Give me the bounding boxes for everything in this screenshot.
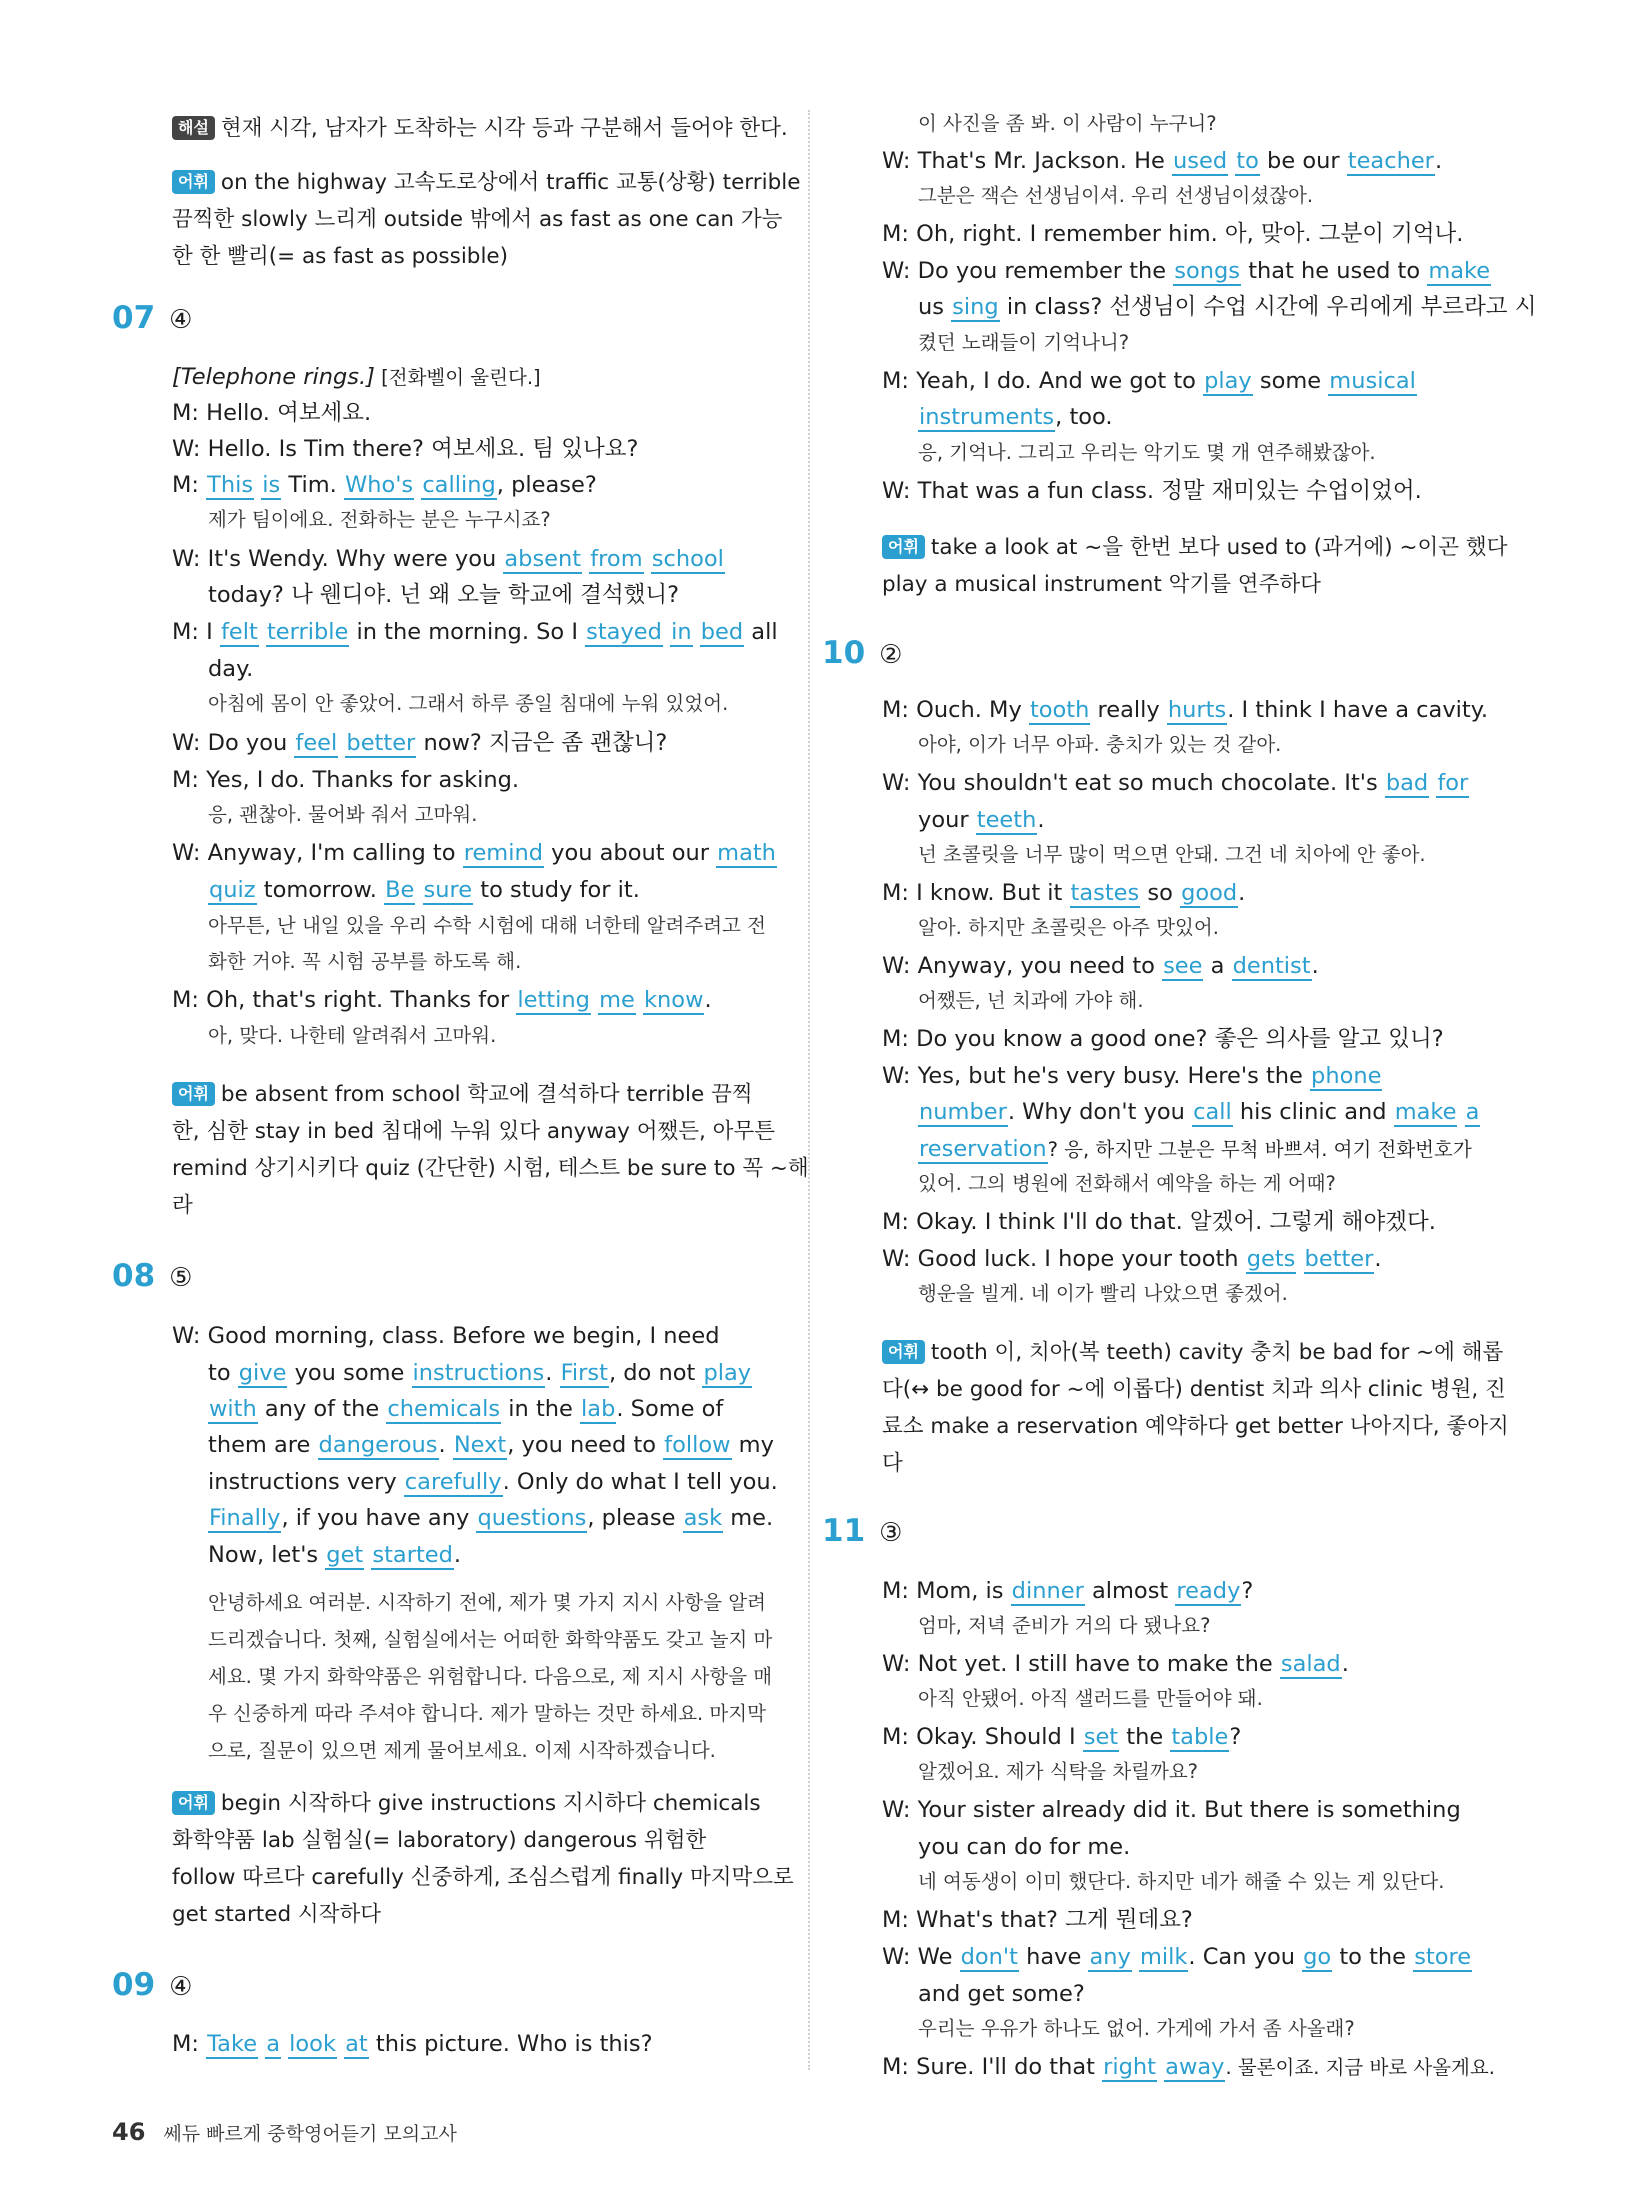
vocab-tag: 어휘 bbox=[882, 535, 925, 559]
answer-mark: ③ bbox=[879, 1518, 903, 1548]
blank-answer: sing bbox=[952, 294, 999, 320]
page-footer bbox=[112, 2118, 457, 2146]
page-number: 46 bbox=[112, 2118, 146, 2146]
blank-answer: musical bbox=[1329, 368, 1416, 394]
vocab-line: 화학약품 lab 실험실(= laboratory) dangerous 위험한 bbox=[172, 1828, 707, 1853]
vocab-block-10 bbox=[882, 1334, 1509, 1482]
blank-answer: terrible bbox=[266, 619, 349, 645]
blank-answer: call bbox=[1193, 1099, 1232, 1125]
dialogue-line: instructions very carefully. Only do what I tell you. bbox=[208, 1469, 778, 1495]
dialogue-line: [Telephone rings.] [전화벨이 울린다.] bbox=[172, 364, 541, 390]
blank-answer: gets bbox=[1246, 1246, 1296, 1272]
translation: 아침에 몸이 안 좋았어. 그래서 하루 종일 침대에 누워 있었어. bbox=[208, 692, 729, 715]
blank-answer: bad bbox=[1385, 770, 1429, 796]
blank-answer: give bbox=[238, 1360, 287, 1386]
dialogue-line: number. Why don't you call his clinic and make a bbox=[919, 1099, 1480, 1125]
blank-answer: a bbox=[266, 2031, 280, 2057]
hint-text: 현재 시각, 남자가 도착하는 시각 등과 구분해서 들어야 한다. bbox=[220, 116, 788, 141]
blank-answer: a bbox=[1465, 1099, 1480, 1125]
blank-answer: me bbox=[599, 987, 635, 1013]
translation: 아야, 이가 너무 아파. 충치가 있는 것 같아. bbox=[918, 733, 1282, 756]
blank-answer: go bbox=[1303, 1944, 1332, 1970]
dialogue-line: instruments, too. bbox=[919, 404, 1113, 430]
blank-answer: Next bbox=[453, 1432, 507, 1458]
translation-paragraph bbox=[208, 1584, 772, 1769]
vocab-tag: 어휘 bbox=[172, 1082, 215, 1106]
translation-line: 안녕하세요 여러분. 시작하기 전에, 제가 몇 가지 지시 사항을 알려 bbox=[208, 1591, 766, 1614]
dialogue-line: M: Yeah, I do. And we got to play some musical bbox=[882, 368, 1416, 394]
dialogue-line: W: Hello. Is Tim there? 여보세요. 팀 있나요? bbox=[172, 436, 639, 462]
answer-mark: ② bbox=[879, 640, 903, 670]
dialogue-line: and get some? bbox=[918, 1981, 1085, 2007]
dialogue-line: W: Good luck. I hope your tooth gets better. bbox=[882, 1246, 1382, 1272]
blank-answer: phone bbox=[1311, 1063, 1382, 1089]
blank-answer: dangerous bbox=[318, 1432, 438, 1458]
blank-answer: dinner bbox=[1011, 1578, 1084, 1604]
translation: 우리는 우유가 하나도 없어. 가게에 가서 좀 사올래? bbox=[918, 2017, 1355, 2040]
blank-answer: carefully bbox=[404, 1469, 502, 1495]
blank-answer: to bbox=[1236, 148, 1259, 174]
dialogue-line: W: Anyway, I'm calling to remind you about our math bbox=[172, 840, 776, 866]
blank-answer: started bbox=[372, 1542, 453, 1568]
translation: 켰던 노래들이 기억나니? bbox=[918, 331, 1130, 354]
vocab-line: remind 상기시키다 quiz (간단한) 시험, 테스트 be sure to 꼭 ~해 bbox=[172, 1156, 809, 1181]
blank-answer: lab bbox=[581, 1396, 616, 1422]
hint-line bbox=[172, 110, 788, 147]
blank-answer: calling bbox=[422, 472, 496, 498]
translation: 아무튼, 난 내일 있을 우리 수학 시험에 대해 너한테 알려주려고 전 bbox=[208, 914, 766, 937]
question-number: 09 bbox=[112, 1967, 156, 2003]
dialogue-line: M: Sure. I'll do that right away. 물론이죠. 지금 바로 사올게요. bbox=[882, 2054, 1495, 2080]
dialogue-line: W: It's Wendy. Why were you absent from school bbox=[172, 546, 724, 572]
dialogue-line: W: Good morning, class. Before we begin, I need bbox=[172, 1323, 720, 1349]
translation: 아직 안됐어. 아직 샐러드를 만들어야 돼. bbox=[918, 1687, 1263, 1710]
blank-answer: table bbox=[1171, 1724, 1229, 1750]
dialogue-line: you can do for me. bbox=[918, 1834, 1131, 1860]
blank-answer: for bbox=[1437, 770, 1469, 796]
blank-answer: stayed bbox=[586, 619, 662, 645]
blank-answer: bed bbox=[700, 619, 744, 645]
dialogue-line: W: Not yet. I still have to make the salad. bbox=[882, 1651, 1349, 1677]
blank-answer: tooth bbox=[1029, 697, 1090, 723]
translation-line: 우 신중하게 따라 주셔야 합니다. 제가 말하는 것만 하세요. 마지막 bbox=[208, 1702, 766, 1725]
dialogue-line: W: Your sister already did it. But there is something bbox=[882, 1797, 1461, 1823]
vocab-line: follow 따르다 carefully 신중하게, 조심스럽게 finally 마지막으로 bbox=[172, 1865, 794, 1890]
blank-answer: instructions bbox=[412, 1360, 545, 1386]
blank-answer: milk bbox=[1139, 1944, 1188, 1970]
question-number: 11 bbox=[822, 1513, 866, 1549]
blank-answer: absent bbox=[504, 546, 582, 572]
vocab-line: 한, 심한 stay in bed 침대에 누워 있다 anyway 어쨌든, 아무튼 bbox=[172, 1119, 775, 1144]
blank-answer: felt bbox=[220, 619, 258, 645]
question-number: 08 bbox=[112, 1258, 156, 1294]
blank-answer: remind bbox=[463, 840, 543, 866]
dialogue-line: M: What's that? 그게 뭔데요? bbox=[882, 1907, 1193, 1933]
dialogue-line: W: Do you remember the songs that he used to make bbox=[882, 258, 1491, 284]
blank-answer: ready bbox=[1176, 1578, 1241, 1604]
question-11-header bbox=[822, 1513, 902, 1549]
question-number: 07 bbox=[112, 300, 156, 336]
blank-answer: letting bbox=[517, 987, 590, 1013]
blank-answer: ask bbox=[683, 1505, 723, 1531]
blank-answer: songs bbox=[1174, 258, 1241, 284]
dialogue-line: W: We don't have any milk. Can you go to the store bbox=[882, 1944, 1472, 1970]
vocab-line: 라 bbox=[172, 1193, 193, 1218]
dialogue-line: M: Do you know a good one? 좋은 의사를 알고 있니? bbox=[882, 1026, 1444, 1052]
translation: 응, 기억나. 그리고 우리는 악기도 몇 개 연주해봤잖아. bbox=[918, 441, 1376, 464]
blank-answer: teeth bbox=[976, 807, 1037, 833]
dialogue-line: quiz tomorrow. Be sure to study for it. bbox=[209, 877, 640, 903]
answer-mark: ④ bbox=[169, 305, 193, 335]
translation: 이 사진을 좀 봐. 이 사람이 누구니? bbox=[918, 112, 1217, 135]
blank-answer: store bbox=[1414, 1944, 1472, 1970]
dialogue-line: to give you some instructions. First, do not play bbox=[208, 1360, 752, 1386]
blank-answer: in bbox=[671, 619, 692, 645]
blank-answer: math bbox=[717, 840, 776, 866]
translation: 있어. 그의 병원에 전화해서 예약을 하는 게 어때? bbox=[918, 1172, 1336, 1195]
vocab-line: tooth 이, 치아(복 teeth) cavity 충치 be bad for ~에 해롭 bbox=[930, 1340, 1504, 1365]
blank-answer: questions bbox=[477, 1505, 587, 1531]
hint-tag: 해설 bbox=[172, 116, 215, 140]
blank-answer: used bbox=[1173, 148, 1228, 174]
dialogue-line: W: That's Mr. Jackson. He used to be our teacher. bbox=[882, 148, 1443, 174]
dialogue-line: today? 나 웬디야. 넌 왜 오늘 학교에 결석했니? bbox=[208, 582, 680, 608]
blank-answer: don't bbox=[960, 1944, 1018, 1970]
blank-answer: feel bbox=[295, 730, 338, 756]
blank-answer: follow bbox=[664, 1432, 731, 1458]
question-08-header bbox=[112, 1258, 192, 1294]
vocab-line: 다 bbox=[882, 1451, 903, 1476]
dialogue-line: Now, let's get started. bbox=[208, 1542, 462, 1568]
blank-answer: make bbox=[1394, 1099, 1457, 1125]
blank-answer: get bbox=[326, 1542, 364, 1568]
vocab-line: 끔찍한 slowly 느리게 outside 밖에서 as fast as one can 가능 bbox=[172, 207, 783, 232]
dialogue-line: with any of the chemicals in the lab. Some of bbox=[209, 1396, 724, 1422]
question-10-header bbox=[822, 635, 902, 671]
blank-answer: number bbox=[919, 1099, 1007, 1125]
question-number: 10 bbox=[822, 635, 866, 671]
translation: 그분은 잭슨 선생님이셔. 우리 선생님이셨잖아. bbox=[918, 184, 1314, 207]
translation: 어쨌든, 넌 치과에 가야 해. bbox=[918, 989, 1144, 1012]
vocab-block-08 bbox=[172, 1785, 794, 1933]
dialogue-line: W: Yes, but he's very busy. Here's the phone bbox=[882, 1063, 1382, 1089]
vocab-tag: 어휘 bbox=[172, 1791, 215, 1815]
translation: 제가 팀이에요. 전화하는 분은 누구시죠? bbox=[208, 508, 551, 531]
blank-answer: dentist bbox=[1232, 953, 1311, 979]
dialogue-line: M: Ouch. My tooth really hurts. I think I have a cavity. bbox=[882, 697, 1488, 723]
dialogue-line: W: You shouldn't eat so much chocolate. It's bad for bbox=[882, 770, 1469, 796]
translation-line: 으로, 질문이 있으면 제게 물어보세요. 이제 시작하겠습니다. bbox=[208, 1739, 716, 1762]
vocab-line: play a musical instrument 악기를 연주하다 bbox=[882, 572, 1321, 597]
blank-answer: play bbox=[703, 1360, 752, 1386]
vocab-line: on the highway 고속도로상에서 traffic 교통(상황) terrible bbox=[220, 170, 801, 195]
translation: 행운을 빌게. 네 이가 빨리 나았으면 좋겠어. bbox=[918, 1282, 1288, 1305]
dialogue-line: M: This is Tim. Who's calling, please? bbox=[172, 472, 597, 498]
blank-answer: any bbox=[1089, 1944, 1131, 1970]
blank-answer: better bbox=[346, 730, 416, 756]
blank-answer: reservation bbox=[919, 1136, 1047, 1162]
vocab-tag: 어휘 bbox=[882, 1340, 925, 1364]
translation: 엄마, 저녁 준비가 거의 다 됐나요? bbox=[918, 1614, 1211, 1637]
blank-answer: better bbox=[1304, 1246, 1374, 1272]
translation: 알겠어요. 제가 식탁을 차릴까요? bbox=[918, 1760, 1199, 1783]
dialogue-line: W: Anyway, you need to see a dentist. bbox=[882, 953, 1319, 979]
answer-mark: ⑤ bbox=[169, 1263, 193, 1293]
blank-answer: with bbox=[209, 1396, 257, 1422]
dialogue-line: M: Yes, I do. Thanks for asking. bbox=[172, 767, 520, 793]
blank-answer: good bbox=[1181, 880, 1238, 906]
translation: 화한 거야. 꼭 시험 공부를 하도록 해. bbox=[208, 950, 522, 973]
translation: 응, 괜찮아. 물어봐 줘서 고마워. bbox=[208, 803, 478, 826]
blank-answer: instruments bbox=[919, 404, 1055, 430]
blank-answer: is bbox=[262, 472, 281, 498]
dialogue-line: reservation? 응, 하지만 그분은 무척 바쁘셔. 여기 전화번호가 bbox=[919, 1136, 1472, 1162]
blank-answer: salad bbox=[1280, 1651, 1341, 1677]
blank-answer: look bbox=[289, 2031, 336, 2057]
dialogue-line: W: Do you feel better now? 지금은 좀 괜찮니? bbox=[172, 730, 668, 756]
dialogue-line: day. bbox=[208, 656, 254, 682]
blank-answer: make bbox=[1428, 258, 1491, 284]
dialogue-line: your teeth. bbox=[918, 807, 1045, 833]
dialogue-line: M: Oh, right. I remember him. 아, 맞아. 그분이 기억나. bbox=[882, 221, 1464, 247]
blank-answer: from bbox=[590, 546, 643, 572]
blank-answer: sure bbox=[423, 877, 473, 903]
vocab-block-09 bbox=[882, 529, 1507, 603]
blank-answer: away bbox=[1165, 2054, 1225, 2080]
blank-answer: hurts bbox=[1167, 697, 1227, 723]
dialogue-line: M: Oh, that's right. Thanks for letting me know. bbox=[172, 987, 712, 1013]
blank-answer: at bbox=[345, 2031, 368, 2057]
book-title: 쎄듀 빠르게 중학영어듣기 모의고사 bbox=[163, 2123, 457, 2145]
blank-answer: school bbox=[651, 546, 724, 572]
dialogue-line: W: That was a fun class. 정말 재미있는 수업이었어. bbox=[882, 478, 1422, 504]
vocab-tag: 어휘 bbox=[172, 170, 215, 194]
blank-answer: This bbox=[207, 472, 254, 498]
dialogue-line: M: Take a look at this picture. Who is this? bbox=[172, 2031, 653, 2057]
vocab-line: be absent from school 학교에 결석하다 terrible 끔찍 bbox=[220, 1082, 753, 1107]
vocab-line: 한 한 빨리(= as fast as possible) bbox=[172, 244, 509, 269]
vocab-line: begin 시작하다 give instructions 지시하다 chemicals bbox=[220, 1791, 761, 1816]
blank-answer: right bbox=[1103, 2054, 1156, 2080]
blank-answer: tastes bbox=[1070, 880, 1140, 906]
vocab-block-06 bbox=[172, 164, 800, 275]
question-09-header bbox=[112, 1967, 192, 2003]
dialogue-line: Finally, if you have any questions, please ask me. bbox=[209, 1505, 774, 1531]
translation: 알아. 하지만 초콜릿은 아주 맛있어. bbox=[918, 916, 1219, 939]
answer-mark: ④ bbox=[169, 1972, 193, 2002]
dialogue-line: M: Okay. I think I'll do that. 알겠어. 그렇게 해야겠다. bbox=[882, 1209, 1436, 1235]
blank-answer: quiz bbox=[209, 877, 256, 903]
translation: 아, 맞다. 나한테 알려줘서 고마워. bbox=[208, 1024, 497, 1047]
translation: 네 여동생이 이미 했단다. 하지만 네가 해줄 수 있는 게 있단다. bbox=[918, 1870, 1445, 1893]
vocab-line: get started 시작하다 bbox=[172, 1902, 382, 1927]
blank-answer: see bbox=[1163, 953, 1203, 979]
vocab-block-07 bbox=[172, 1076, 809, 1224]
vocab-line: 료소 make a reservation 예약하다 get better 나아지다, 좋아지 bbox=[882, 1414, 1509, 1439]
blank-answer: First bbox=[560, 1360, 608, 1386]
translation-line: 세요. 몇 가지 화학약품은 위험합니다. 다음으로, 제 지시 사항을 매 bbox=[208, 1665, 773, 1688]
dialogue-line: M: Mom, is dinner almost ready? bbox=[882, 1578, 1254, 1604]
blank-answer: teacher bbox=[1347, 148, 1434, 174]
translation-line: 드리겠습니다. 첫째, 실험실에서는 어떠한 화학약품도 갖고 놀지 마 bbox=[208, 1628, 773, 1651]
blank-answer: Who's bbox=[344, 472, 414, 498]
dialogue-line: them are dangerous. Next, you need to follow my bbox=[208, 1432, 774, 1458]
dialogue-line: M: Hello. 여보세요. bbox=[172, 400, 372, 426]
blank-answer: set bbox=[1083, 1724, 1119, 1750]
vocab-line: 다(↔ be good for ~에 이롭다) dentist 치과 의사 clinic 병원, 진 bbox=[882, 1377, 1506, 1402]
blank-answer: know bbox=[644, 987, 704, 1013]
blank-answer: chemicals bbox=[387, 1396, 501, 1422]
blank-answer: Be bbox=[385, 877, 415, 903]
translation: 넌 초콜릿을 너무 많이 먹으면 안돼. 그건 네 치아에 안 좋아. bbox=[918, 843, 1426, 866]
blank-answer: play bbox=[1204, 368, 1252, 394]
dialogue-line: us sing in class? 선생님이 수업 시간에 우리에게 부르라고 시 bbox=[918, 294, 1537, 320]
dialogue-line: M: Okay. Should I set the table? bbox=[882, 1724, 1242, 1750]
blank-answer: Finally bbox=[209, 1505, 281, 1531]
dialogue-line: M: I know. But it tastes so good. bbox=[882, 880, 1246, 906]
dialogue-line: M: I felt terrible in the morning. So I stayed in bed all bbox=[172, 619, 778, 645]
question-07-header bbox=[112, 300, 192, 336]
blank-answer: Take bbox=[207, 2031, 258, 2057]
vocab-line: take a look at ~을 한번 보다 used to (과거에) ~이곤 했다 bbox=[930, 535, 1508, 560]
